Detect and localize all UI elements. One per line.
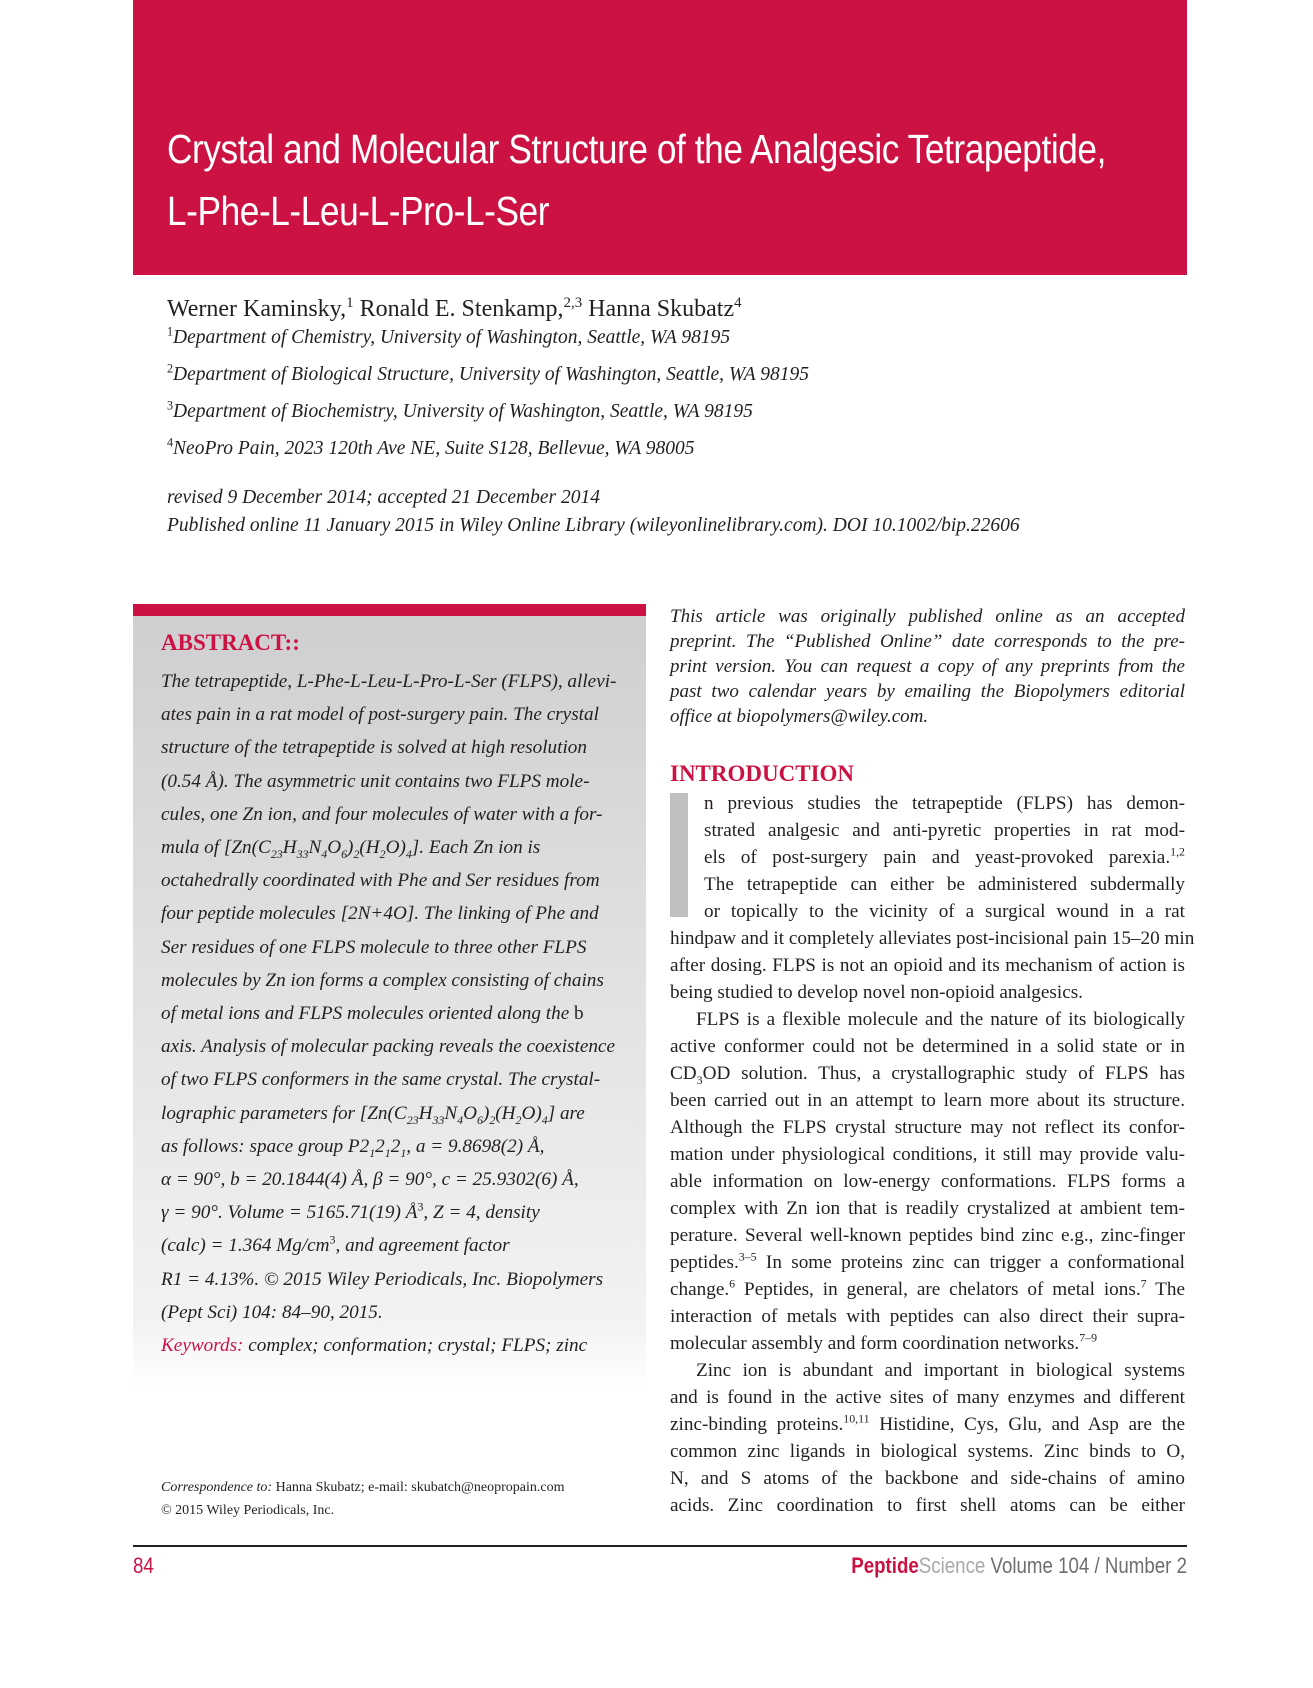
- intro-line: and is found in the active sites of many enzymes and different: [670, 1387, 1185, 1408]
- notice-line: preprint. The “Published Online” date corresponds to the pre-: [670, 631, 1185, 652]
- text-run: O: [327, 837, 342, 859]
- text-run: mula of [Zn(C: [161, 837, 271, 859]
- correspondence-lead: Correspondence to:: [161, 1480, 273, 1495]
- abstract-line: ates pain in a rat model of post-surgery pain. The crystal: [161, 704, 599, 726]
- subscript: 3: [696, 1072, 703, 1087]
- subscript: 2: [379, 846, 386, 861]
- intro-line: [670, 1276, 1185, 1303]
- author-list: [167, 296, 742, 323]
- text-run: The: [1146, 1279, 1185, 1300]
- citation: 10,11: [843, 1411, 870, 1426]
- journal-volume-number: Volume 104 / Number 2: [985, 1553, 1187, 1578]
- intro-line: [670, 1249, 1185, 1276]
- abstract-formula-line: [161, 1097, 631, 1130]
- intro-line: FLPS is a flexible molecule and the nature of its biologically: [696, 1009, 1185, 1030]
- text-run: Histidine, Cys, Glu, and Asp are the: [869, 1414, 1186, 1435]
- subscript: 4: [321, 846, 328, 861]
- text-run: , Z = 4, density: [423, 1202, 540, 1224]
- subscript: 23: [406, 1112, 419, 1127]
- abstract-line: [161, 1196, 631, 1229]
- text-run: O: [463, 1102, 477, 1124]
- text-run: lographic parameters for [Zn(C: [161, 1102, 407, 1124]
- intro-line: been carried out in an attempt to learn more about its structure.: [670, 1090, 1185, 1111]
- intro-line: [670, 1411, 1185, 1438]
- text-run: molecular assembly and form coordination networks.: [670, 1333, 1080, 1354]
- notice-line: This article was originally published online as an accepted: [670, 606, 1185, 627]
- intro-line: able information on low-energy conformations. FLPS forms a: [670, 1171, 1185, 1192]
- superscript: 3: [329, 1233, 336, 1248]
- text-run: N: [308, 837, 322, 859]
- text-run: 2: [390, 1135, 401, 1157]
- affil-text: Department of Biochemistry, University of Washington, Seattle, WA 98195: [173, 401, 753, 422]
- text-run: , a = 9.8698(2) Å,: [406, 1135, 545, 1157]
- text-run: as follows: space group P2: [161, 1135, 370, 1157]
- affil-number: 4: [167, 435, 174, 450]
- text-run: CD: [670, 1063, 697, 1084]
- author-name: Ronald E. Stenkamp,: [353, 296, 564, 322]
- text-run: O): [521, 1102, 542, 1124]
- abstract-line: R1 = 4.13%. © 2015 Wiley Periodicals, Inc. Biopolymers: [161, 1268, 604, 1290]
- footer-rule: [133, 1545, 1187, 1547]
- page-number: 84: [133, 1553, 154, 1578]
- title-line-1: Crystal and Molecular Structure of the Analgesic Tetrapeptide,: [167, 126, 1106, 172]
- abstract-line: of two FLPS conformers in the same crystal. The crystal-: [161, 1069, 601, 1091]
- notice-line: office at biopolymers@wiley.com.: [670, 706, 929, 727]
- affil-number: 3: [167, 398, 174, 413]
- text-run: γ = 90°. Volume = 5165.71(19) Å: [161, 1202, 418, 1224]
- subscript: 33: [432, 1112, 445, 1127]
- keywords-text: complex; conformation; crystal; FLPS; zinc: [243, 1335, 588, 1357]
- intro-line: or topically to the vicinity of a surgical wound in a rat: [704, 901, 1185, 922]
- subscript: 2: [489, 1112, 496, 1127]
- intro-line: active conformer could not be determined in a solid state or in: [670, 1036, 1185, 1057]
- subscript: 1: [369, 1145, 376, 1160]
- text-run: (H: [495, 1102, 516, 1124]
- text-run: H: [418, 1102, 433, 1124]
- text-run: ): [482, 1102, 490, 1124]
- citation: 7–9: [1079, 1330, 1098, 1345]
- text-run: els of post-surgery pain and yeast-provoked parexia.: [704, 847, 1171, 868]
- notice-line: past two calendar years by emailing the Biopolymers editorial: [670, 681, 1185, 702]
- intro-line: complex with Zn ion that is readily crystalized at ambient tem-: [670, 1198, 1185, 1219]
- text-run: peptides.: [670, 1252, 739, 1273]
- abstract-line: [161, 997, 631, 1030]
- intro-line: N, and S atoms of the backbone and side-chains of amino: [670, 1468, 1185, 1489]
- intro-line: Although the FLPS crystal structure may not reflect its confor-: [670, 1117, 1185, 1138]
- superscript: 3: [417, 1199, 424, 1214]
- keywords-label: Keywords:: [161, 1335, 244, 1357]
- text-run: b: [574, 1003, 584, 1025]
- citation: 3–5: [738, 1249, 757, 1264]
- intro-line: [670, 1060, 1185, 1087]
- introduction-heading: INTRODUCTION: [670, 761, 855, 786]
- article-title: [167, 118, 1106, 242]
- abstract-line: structure of the tetrapeptide is solved at high resolution: [161, 737, 587, 759]
- affil-text: Department of Chemistry, University of Washington, Seattle, WA 98195: [173, 327, 731, 348]
- author-affil-sup: 2,3: [563, 295, 583, 311]
- introduction-body: [670, 790, 1195, 1519]
- subscript: 4: [457, 1112, 464, 1127]
- text-run: OD solution. Thus, a crystallographic study of FLPS has: [702, 1063, 1185, 1084]
- author-name: Werner Kaminsky,: [167, 296, 347, 322]
- text-run: ] are: [547, 1102, 585, 1124]
- journal-name-peptide: Peptide: [851, 1553, 919, 1578]
- text-run: Peptides, in general, are chelators of metal ions.: [735, 1279, 1141, 1300]
- abstract-formula-line: [161, 831, 631, 864]
- abstract-line: octahedrally coordinated with Phe and Ser residues from: [161, 870, 600, 892]
- intro-line: interaction of metals with peptides can also direct their supra-: [670, 1306, 1185, 1327]
- affil-text: Department of Biological Structure, University of Washington, Seattle, WA 98195: [173, 364, 809, 385]
- correspondence-text: Hanna Skubatz; e-mail: skubatch@neopropain.com: [272, 1480, 565, 1495]
- author-affil-sup: 1: [346, 295, 354, 311]
- affiliation: [167, 361, 809, 386]
- text-run: 2: [375, 1135, 385, 1157]
- text-run: , and agreement factor: [335, 1235, 510, 1257]
- author-name: Hanna Skubatz: [582, 296, 735, 322]
- affil-number: 2: [167, 361, 174, 376]
- abstract-line: cules, one Zn ion, and four molecules of water with a for-: [161, 803, 603, 825]
- abstract-line: axis. Analysis of molecular packing reveals the coexistence: [161, 1036, 615, 1058]
- abstract-line: molecules by Zn ion forms a complex consisting of chains: [161, 969, 604, 991]
- abstract-line: The tetrapeptide, L-Phe-L-Leu-L-Pro-L-Ser (FLPS), allevi-: [161, 671, 617, 692]
- intro-line: The tetrapeptide can either be administered subdermally: [704, 874, 1185, 895]
- intro-line: [670, 844, 1185, 871]
- correspondence-note: [161, 1476, 565, 1522]
- abstract-line: (0.54 Å). The asymmetric unit contains two FLPS mole-: [161, 770, 590, 792]
- abstract-line: (Pept Sci) 104: 84–90, 2015.: [161, 1301, 383, 1323]
- intro-line: [670, 1330, 1185, 1357]
- revised-accepted-date: revised 9 December 2014; accepted 21 December 2014: [167, 487, 600, 508]
- intro-line: being studied to develop novel non-opioid analgesics.: [670, 982, 1083, 1003]
- published-online-doi: Published online 11 January 2015 in Wiley Online Library (wileyonlinelibrary.com). DOI 10.1002/bip.22606: [167, 515, 1020, 536]
- intro-line: common zinc ligands in biological systems. Zinc binds to O,: [670, 1441, 1185, 1462]
- text-run: ): [347, 837, 354, 859]
- abstract-line: Ser residues of one FLPS molecule to three other FLPS: [161, 936, 587, 958]
- subscript: 33: [296, 846, 309, 861]
- subscript: 2: [515, 1112, 522, 1127]
- intro-line: strated analgesic and anti-pyretic properties in rat mod-: [704, 820, 1185, 841]
- subscript: 1: [384, 1145, 391, 1160]
- author-affil-sup: 4: [734, 295, 742, 311]
- intro-line: Zinc ion is abundant and important in biological systems: [696, 1360, 1185, 1381]
- journal-name-science: Science: [918, 1553, 986, 1578]
- publication-dates: [167, 484, 1020, 540]
- text-run: of metal ions and FLPS molecules oriented along the: [161, 1003, 575, 1025]
- abstract-line: [161, 1130, 631, 1163]
- subscript: 1: [400, 1145, 407, 1160]
- abstract-body: [161, 665, 631, 1362]
- affiliation: [167, 324, 731, 349]
- subscript: 4: [541, 1112, 548, 1127]
- subscript: 23: [270, 846, 283, 861]
- affil-number: 1: [167, 324, 174, 339]
- text-run: change.: [670, 1279, 730, 1300]
- text-run: N: [444, 1102, 458, 1124]
- intro-line: acids. Zinc coordination to first shell atoms can be either: [670, 1495, 1185, 1516]
- copyright-line: © 2015 Wiley Periodicals, Inc.: [161, 1503, 335, 1518]
- intro-line: hindpaw and it completely alleviates post-incisional pain 15–20 min: [670, 928, 1195, 949]
- citation: 7: [1140, 1276, 1147, 1291]
- notice-line: print version. You can request a copy of any preprints from the: [670, 656, 1185, 677]
- subscript: 6: [476, 1112, 483, 1127]
- subscript: 2: [353, 846, 360, 861]
- subscript: 4: [405, 846, 412, 861]
- subscript: 6: [341, 846, 348, 861]
- text-run: In some proteins zinc can trigger a conformational: [756, 1252, 1185, 1273]
- intro-line: perature. Several well-known peptides bind zinc e.g., zinc-finger: [670, 1225, 1185, 1246]
- title-line-2: L-Phe-L-Leu-L-Pro-L-Ser: [167, 188, 550, 234]
- abstract-heading: ABSTRACT::: [161, 630, 300, 655]
- journal-running-footer: [851, 1553, 1187, 1579]
- text-run: (calc) = 1.364 Mg/cm: [161, 1235, 330, 1257]
- abstract-line: four peptide molecules [2N+4O]. The linking of Phe and: [161, 903, 599, 925]
- preprint-notice: [670, 604, 1185, 729]
- abstract-line: α = 90°, b = 20.1844(4) Å, β = 90°, c = 25.9302(6) Å,: [161, 1169, 579, 1191]
- text-run: ]. Each Zn ion is: [411, 837, 541, 859]
- citation: 1,2: [1170, 844, 1185, 859]
- text-run: zinc-binding proteins.: [670, 1414, 844, 1435]
- text-run: O): [385, 837, 406, 859]
- abstract-line: [161, 1229, 631, 1262]
- citation: 6: [729, 1276, 736, 1291]
- keywords-line: [161, 1329, 631, 1362]
- intro-line: after dosing. FLPS is not an opioid and its mechanism of action is: [670, 955, 1185, 976]
- intro-line: mation under physiological conditions, it still may provide valu-: [670, 1144, 1185, 1165]
- intro-line: n previous studies the tetrapeptide (FLPS) has demon-: [704, 793, 1185, 814]
- affiliation: [167, 435, 695, 460]
- text-run: (H: [359, 837, 380, 859]
- affil-text: NeoPro Pain, 2023 120th Ave NE, Suite S128, Bellevue, WA 98005: [173, 438, 695, 459]
- text-run: H: [282, 837, 297, 859]
- affiliation: [167, 398, 753, 423]
